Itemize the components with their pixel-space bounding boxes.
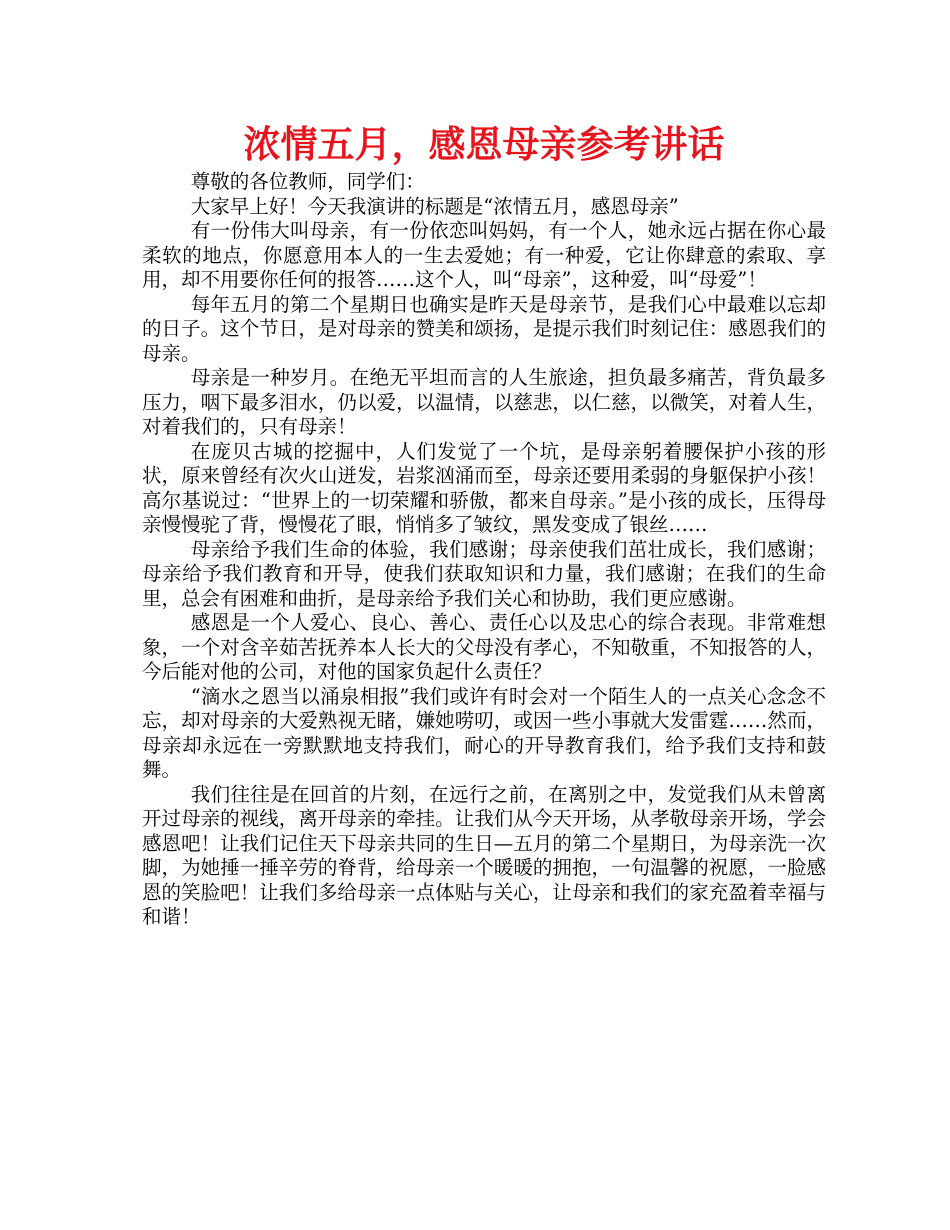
document-title: 浓情五月，感恩母亲参考讲话: [243, 123, 725, 166]
paragraph-body: 母亲给予我们生命的体验，我们感谢；母亲使我们茁壮成长，我们感谢；母亲给予我们教育和开导，使我们获取知识和力量，我们感谢；在我们的生命里，总会有困难和曲折，是母亲给予我们关心和协助，我们更应感谢。: [142, 537, 826, 610]
paragraph-body: 每年五月的第二个星期日也确实是昨天是母亲节，是我们心中最难以忘却的日子。这个节日，是对母亲的赞美和颂扬，是提示我们时刻记住：感恩我们的母亲。: [142, 292, 826, 365]
paragraph-body: 有一份伟大叫母亲，有一份依恋叫妈妈，有一个人，她永远占据在你心最柔软的地点，你愿意用本人的一生去爱她；有一种爱，它让你肆意的索取、享用，却不用要你任何的报答……这个人，叫“母亲”，这种爱，叫“母爱”！: [142, 219, 826, 291]
paragraph-body: “滴水之恩当以涌泉相报”我们或许有时会对一个陌生人的一点关心念念不忘，却对母亲的大爱熟视无睹，嫌她唠叨，或因一些小事就大发雷霆……然而，母亲却永远在一旁默默地支持我们，耐心的开导教育我们，给予我们支持和鼓舞。: [142, 684, 826, 781]
paragraph-body: 在庞贝古城的挖掘中，人们发觉了一个坑，是母亲躬着腰保护小孩的形状，原来曾经有次火山迸发，岩浆汹涌而至，母亲还要用柔弱的身躯保护小孩！高尔基说过：“世界上的一切荣耀和骄傲，都来自母亲。”是小孩的成长，压得母亲慢慢驼了背，慢慢花了眼，悄悄多了皱纹，黑发变成了银丝……: [142, 439, 826, 536]
paragraph-greeting: 尊敬的各位教师，同学们：: [190, 170, 425, 193]
paragraph-body: 母亲是一种岁月。在绝无平坦而言的人生旅途，担负最多痛苦，背负最多压力，咽下最多泪水，仍以爱，以温情，以慈悲，以仁慈，以微笑，对着人生，对着我们的，只有母亲！: [142, 366, 826, 438]
paragraph-closing: 我们往往是在回首的片刻，在远行之前，在离别之中，发觉我们从未曾离开过母亲的视线，离开母亲的牵挂。让我们从今天开场，从孝敬母亲开场，学会感恩吧！让我们记住天下母亲共同的生日—五月的第二个星期日，为母亲洗一次脚，为她捶一捶辛劳的脊背，给母亲一个暖暖的拥抱，一句温馨的祝愿，一脸感恩的笑脸吧！让我们多给母亲一点体贴与关心，让母亲和我们的家充盈着幸福与和谐！: [142, 782, 826, 928]
paragraph-body: 感恩是一个人爱心、良心、善心、责任心以及忠心的综合表现。非常难想象，一个对含辛茹苦抚养本人长大的父母没有孝心，不知敬重，不知报答的人，今后能对他的公司，对他的国家负起什么责任？: [142, 611, 826, 683]
paragraph-opening: 大家早上好！今天我演讲的标题是“浓情五月，感恩母亲”: [190, 194, 679, 218]
document-page: [142, 120, 826, 930]
